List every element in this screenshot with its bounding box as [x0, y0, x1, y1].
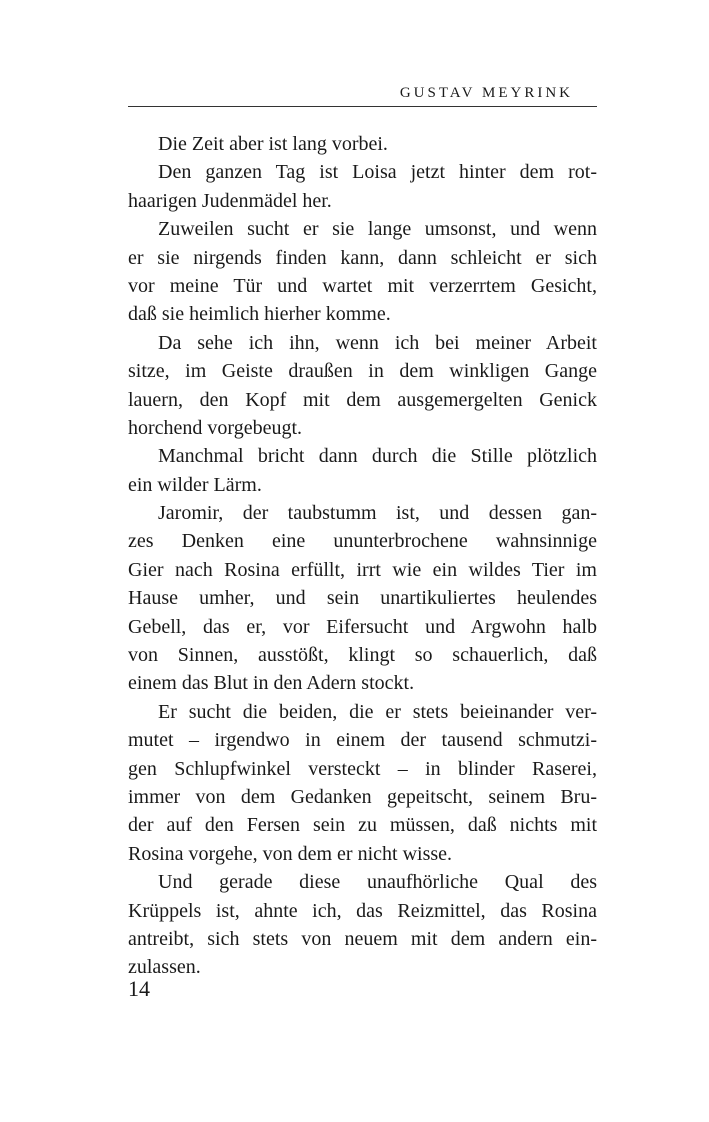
- text-line: immer von dem Gedanken gepeitscht, seinem Bru-: [128, 785, 597, 808]
- text-line: Manchmal bricht dann durch die Stille plötzlich: [158, 445, 597, 468]
- header-rule: [128, 106, 597, 107]
- text-line: zulassen.: [128, 956, 201, 979]
- text-line: sitze, im Geiste draußen in dem winkligen Gange: [128, 360, 597, 383]
- text-line: der auf den Fersen sein zu müssen, daß nichts mit: [128, 814, 597, 837]
- text-line: einem das Blut in den Adern stockt.: [128, 672, 415, 695]
- text-line: Gier nach Rosina erfüllt, irrt wie ein wildes Tier im: [128, 558, 597, 581]
- page-number: 14: [128, 976, 150, 1001]
- text-line: haarigen Judenmädel her.: [128, 189, 332, 212]
- text-line: mutet – irgendwo in einem der tausend schmutzi-: [128, 729, 597, 752]
- text-line: horchend vorgebeugt.: [128, 416, 303, 439]
- text-line: Hause umher, und sein unartikuliertes heulendes: [128, 587, 597, 610]
- text-line: antreibt, sich stets von neuem mit dem andern ein-: [128, 927, 597, 950]
- text-line: von Sinnen, ausstößt, klingt so schauerlich, daß: [128, 644, 597, 667]
- text-line: ein wilder Lärm.: [128, 473, 262, 496]
- text-line: Den ganzen Tag ist Loisa jetzt hinter dem rot-: [158, 161, 597, 184]
- text-line: Krüppels ist, ahnte ich, das Reizmittel, das Rosina: [128, 899, 597, 922]
- text-line: Und gerade diese unaufhörliche Qual des: [158, 871, 597, 894]
- text-line: lauern, den Kopf mit dem ausgemergelten Genick: [128, 388, 597, 411]
- text-line: zes Denken eine ununterbrochene wahnsinnige: [128, 530, 597, 553]
- text-line: daß sie heimlich hierher komme.: [128, 303, 391, 326]
- text-line: Da sehe ich ihn, wenn ich bei meiner Arbeit: [158, 331, 597, 354]
- text-line: Er sucht die beiden, die er stets beieinander ver-: [158, 700, 597, 723]
- body-text: [128, 130, 597, 982]
- running-head: GUSTAV MEYRINK: [399, 85, 573, 101]
- text-line: gen Schlupfwinkel versteckt – in blinder Raserei,: [128, 757, 597, 780]
- text-line: Jaromir, der taubstumm ist, und dessen gan-: [158, 502, 597, 525]
- text-line: er sie nirgends finden kann, dann schleicht er sich: [128, 246, 597, 269]
- text-line: Rosina vorgehe, von dem er nicht wisse.: [128, 842, 453, 865]
- text-line: Die Zeit aber ist lang vorbei.: [158, 133, 388, 155]
- text-line: Gebell, das er, vor Eifersucht und Argwohn halb: [128, 615, 597, 638]
- text-line: vor meine Tür und wartet mit verzerrtem Gesicht,: [128, 274, 597, 297]
- text-line: Zuweilen sucht er sie lange umsonst, und wenn: [158, 218, 597, 241]
